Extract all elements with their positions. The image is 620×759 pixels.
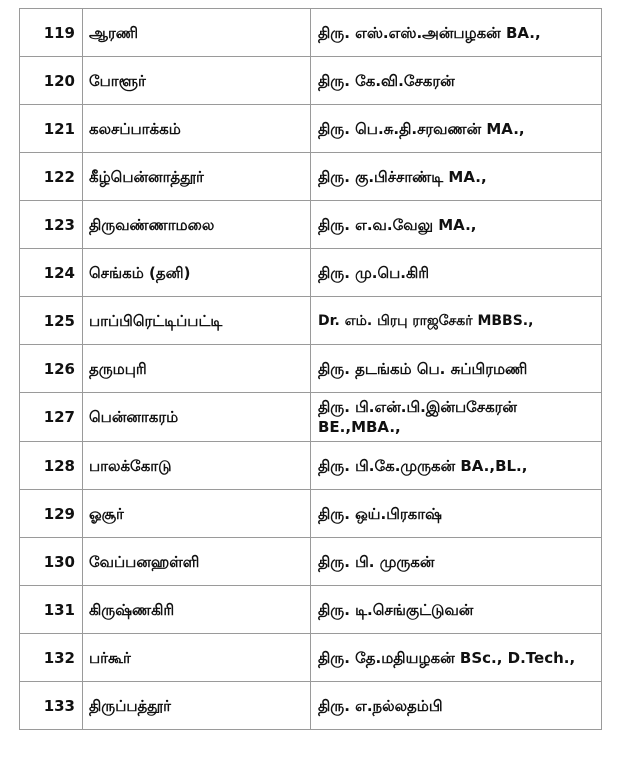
constituency-name: பர்கூர் xyxy=(83,634,311,682)
table-row xyxy=(20,490,602,538)
candidate-name-cell xyxy=(311,490,602,538)
constituency-name: தருமபுரி xyxy=(83,345,311,393)
constituency-number: 125 xyxy=(20,297,83,345)
constituency-name: போளூர் xyxy=(83,57,311,105)
candidate-name: திரு. தடங்கம் பெ. சுப்பிரமணி xyxy=(318,359,528,378)
candidate-name-cell xyxy=(311,538,602,586)
constituency-number: 126 xyxy=(20,345,83,393)
candidate-table xyxy=(19,8,602,730)
constituency-number: 120 xyxy=(20,57,83,105)
table-row xyxy=(20,153,602,201)
constituency-name: பாப்பிரெட்டிப்பட்டி xyxy=(83,297,311,345)
table-row xyxy=(20,682,602,730)
candidate-name-cell xyxy=(311,153,602,201)
candidate-name: திரு. எ.வ.வேலு MA., xyxy=(318,215,477,234)
constituency-name: ஆரணி xyxy=(83,9,311,57)
candidate-table-body xyxy=(20,9,602,730)
constituency-number: 133 xyxy=(20,682,83,730)
table-row xyxy=(20,442,602,490)
candidate-name-cell xyxy=(311,393,602,442)
constituency-number: 130 xyxy=(20,538,83,586)
table-row xyxy=(20,105,602,153)
constituency-number: 129 xyxy=(20,490,83,538)
candidate-name-cell xyxy=(311,634,602,682)
table-row xyxy=(20,9,602,57)
candidate-name: திரு. ஒய்.பிரகாஷ் xyxy=(318,504,442,523)
constituency-name: ஓசூர் xyxy=(83,490,311,538)
table-row xyxy=(20,586,602,634)
table-row xyxy=(20,634,602,682)
candidate-name: Dr. எம். பிரபு ராஜசேகர் MBBS., xyxy=(318,312,534,329)
candidate-name-cell xyxy=(311,9,602,57)
candidate-name-cell xyxy=(311,345,602,393)
constituency-number: 122 xyxy=(20,153,83,201)
constituency-number: 121 xyxy=(20,105,83,153)
constituency-name: திருப்பத்தூர் xyxy=(83,682,311,730)
constituency-number: 132 xyxy=(20,634,83,682)
candidate-name: திரு. கே.வி.சேகரன் xyxy=(318,71,455,90)
table-row xyxy=(20,297,602,345)
candidate-name: திரு. எஸ்.எஸ்.அன்பழகன் BA., xyxy=(318,23,541,42)
table-row xyxy=(20,201,602,249)
constituency-number: 119 xyxy=(20,9,83,57)
candidate-name-cell xyxy=(311,201,602,249)
constituency-name: பென்னாகரம் xyxy=(83,393,311,442)
candidate-name-cell xyxy=(311,586,602,634)
candidate-name: திரு. எ.நல்லதம்பி xyxy=(318,696,443,715)
constituency-number: 123 xyxy=(20,201,83,249)
constituency-name: வேப்பனஹள்ளி xyxy=(83,538,311,586)
constituency-name: கிருஷ்ணகிரி xyxy=(83,586,311,634)
candidate-name-cell xyxy=(311,442,602,490)
table-row xyxy=(20,538,602,586)
candidate-name: திரு. பி.என்.பி.இன்பசேகரன் BE.,MBA., xyxy=(318,398,517,436)
candidate-name-cell xyxy=(311,297,602,345)
candidate-name-cell xyxy=(311,249,602,297)
candidate-name-cell xyxy=(311,57,602,105)
candidate-name: திரு. பி.கே.முருகன் BA.,BL., xyxy=(318,456,528,475)
constituency-number: 128 xyxy=(20,442,83,490)
candidate-name: திரு. பெ.சு.தி.சரவணன் MA., xyxy=(318,119,525,138)
constituency-name: திருவண்ணாமலை xyxy=(83,201,311,249)
constituency-name: செங்கம் (தனி) xyxy=(83,249,311,297)
candidate-name: திரு. பி. முருகன் xyxy=(318,552,435,571)
table-row xyxy=(20,249,602,297)
constituency-name: கலசப்பாக்கம் xyxy=(83,105,311,153)
table-row xyxy=(20,57,602,105)
candidate-name: திரு. தே.மதியழகன் BSc., D.Tech., xyxy=(318,648,576,667)
constituency-number: 124 xyxy=(20,249,83,297)
table-row xyxy=(20,345,602,393)
candidate-name-cell xyxy=(311,105,602,153)
candidate-name-cell xyxy=(311,682,602,730)
candidate-name: திரு. டி.செங்குட்டுவன் xyxy=(318,600,474,619)
candidate-name: திரு. கு.பிச்சாண்டி MA., xyxy=(318,167,487,186)
constituency-number: 127 xyxy=(20,393,83,442)
constituency-name: கீழ்பென்னாத்தூர் xyxy=(83,153,311,201)
constituency-number: 131 xyxy=(20,586,83,634)
constituency-name: பாலக்கோடு xyxy=(83,442,311,490)
table-row xyxy=(20,393,602,442)
candidate-name: திரு. மு.பெ.கிரி xyxy=(318,263,430,282)
